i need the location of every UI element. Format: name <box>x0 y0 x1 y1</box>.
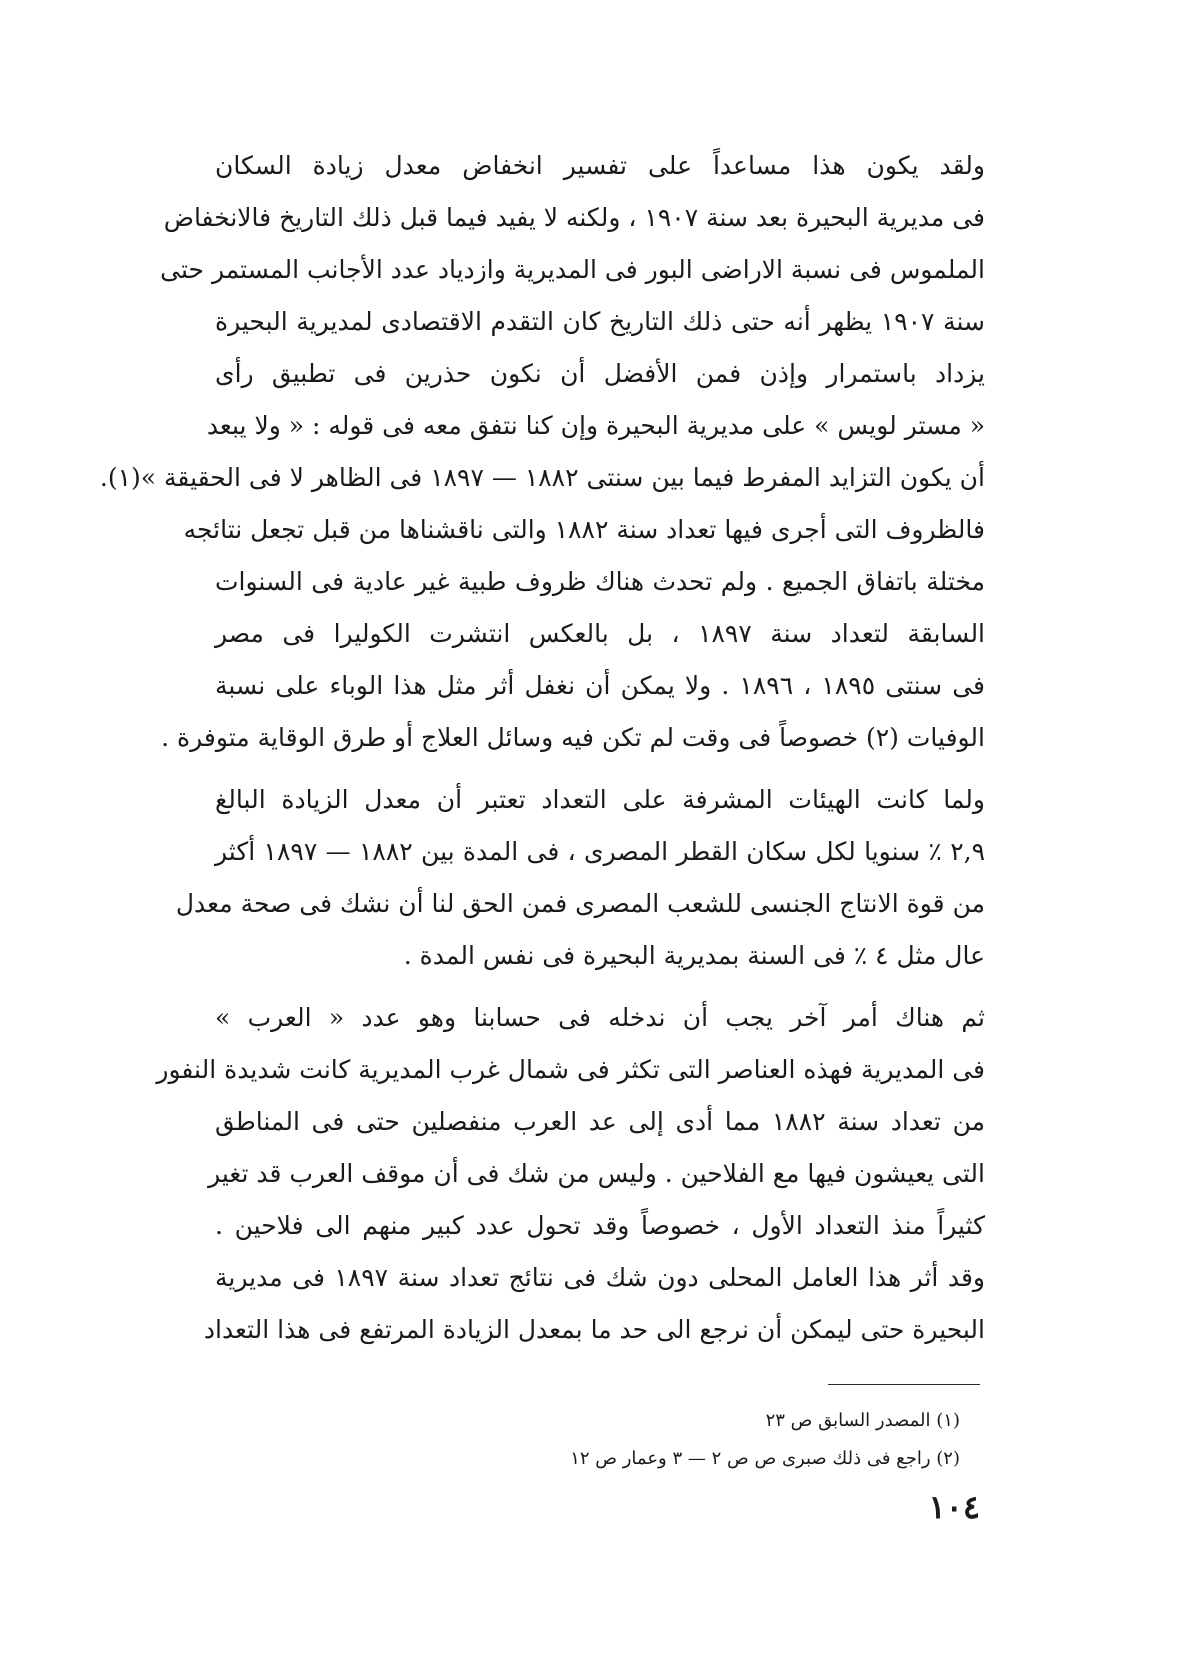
text-line: عال مثل ٤ ٪ فى السنة بمديرية البحيرة فى نفس المدة . <box>403 941 985 970</box>
text-line: من قوة الانتاج الجنسى للشعب المصرى فمن الحق لنا أن نشك فى صحة معدل <box>175 889 985 918</box>
footnote-divider <box>828 1384 980 1385</box>
text-line: فالظروف التى أجرى فيها تعداد سنة ١٨٨٢ والتى ناقشناها من قبل تجعل نتائجه <box>183 515 985 544</box>
text-line: ولما كانت الهيئات المشرفة على التعداد تعتبر أن معدل الزيادة البالغ <box>215 785 985 814</box>
page-number: ١٠٤ <box>928 1488 980 1526</box>
text-line: التى يعيشون فيها مع الفلاحين . وليس من شك فى أن موقف العرب قد تغير <box>208 1159 985 1188</box>
footnotes <box>420 1402 960 1478</box>
paragraph <box>99 140 986 764</box>
text-line: سنة ١٩٠٧ يظهر أنه حتى ذلك التاريخ كان التقدم الاقتصادى لمديرية البحيرة <box>215 307 985 336</box>
text-line: كثيراً منذ التعداد الأول ، خصوصاً وقد تحول عدد كبير منهم الى فلاحين . <box>215 1211 985 1240</box>
text-line: وقد أثر هذا العامل المحلى دون شك فى نتائج تعداد سنة ١٨٩٧ فى مديرية <box>215 1263 985 1292</box>
text-line: ثم هناك أمر آخر يجب أن ندخله فى حسابنا وهو عدد « العرب » <box>215 1003 985 1032</box>
text-line: ٢,٩ ٪ سنويا لكل سكان القطر المصرى ، فى المدة بين ١٨٨٢ — ١٨٩٧ أكثر <box>215 837 986 866</box>
text-line: الملموس فى نسبة الاراضى البور فى المديرية وازدياد عدد الأجانب المستمر حتى <box>160 255 985 284</box>
text-line: الوفيات (٢) خصوصاً فى وقت لم تكن فيه وسائل العلاج أو طرق الوقاية متوفرة . <box>161 723 985 752</box>
text-line: مختلة باتفاق الجميع . ولم تحدث هناك ظروف طبية غير عادية فى السنوات <box>215 567 985 596</box>
text-line: السابقة لتعداد سنة ١٨٩٧ ، بل بالعكس انتشرت الكوليرا فى مصر <box>215 619 986 648</box>
body-text <box>99 140 986 1356</box>
text-line: من تعداد سنة ١٨٨٢ مما أدى إلى عد العرب منفصلين حتى فى المناطق <box>215 1107 985 1136</box>
text-line: أن يكون التزايد المفرط فيما بين سنتى ١٨٨٢ — ١٨٩٧ فى الظاهر لا فى الحقيقة »(١). <box>99 463 985 492</box>
text-line: « مستر لويس » على مديرية البحيرة وإن كنا نتفق معه فى قوله : « ولا يبعد <box>206 411 985 440</box>
text-line: فى المديرية فهذه العناصر التى تكثر فى شمال غرب المديرية كانت شديدة النفور <box>156 1055 985 1084</box>
text-line: يزداد باستمرار وإذن فمن الأفضل أن نكون حذرين فى تطبيق رأى <box>215 359 985 388</box>
text-line: فى مديرية البحيرة بعد سنة ١٩٠٧ ، ولكنه لا يفيد فيما قبل ذلك التاريخ فالانخفاض <box>163 203 985 232</box>
text-line: ولقد يكون هذا مساعداً على تفسير انخفاض معدل زيادة السكان <box>215 151 985 180</box>
footnote: (٢) راجع فى ذلك صبرى ص ص ٢ — ٣ وعمار ص ١٢ <box>570 1448 960 1469</box>
footnote: (١) المصدر السابق ص ٢٣ <box>765 1410 960 1431</box>
text-line: فى سنتى ١٨٩٥ ، ١٨٩٦ . ولا يمكن أن نغفل أثر مثل هذا الوباء على نسبة <box>215 671 985 700</box>
paragraph <box>175 774 986 982</box>
text-line: البحيرة حتى ليمكن أن نرجع الى حد ما بمعدل الزيادة المرتفع فى هذا التعداد <box>203 1315 985 1344</box>
paragraph <box>156 992 985 1356</box>
